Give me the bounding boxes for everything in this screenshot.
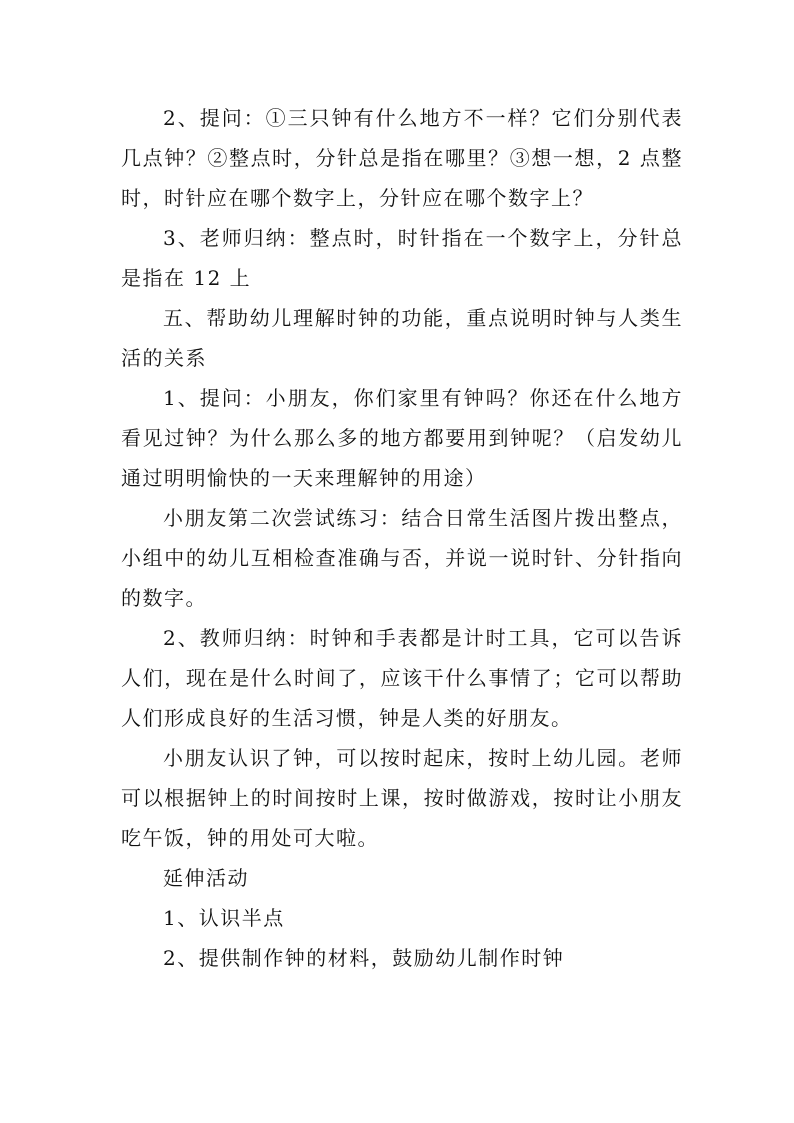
paragraph-teacher-summary-hour: 3、老师归纳：整点时，时针指在一个数字上，分针总是指在 12 上 — [121, 226, 683, 290]
section-heading-extension: 延伸活动 — [163, 866, 249, 890]
paragraph-teacher-summary-tools: 2、教师归纳：时钟和手表都是计时工具，它可以告诉人们，现在是什么时间了，应该干什么事情了；它可以帮助人们形成良好的生活习惯，钟是人类的好朋友。 — [121, 626, 683, 730]
paragraph-question-home-clock: 1、提问：小朋友，你们家里有钟吗？你还在什么地方看见过钟？为什么那么多的地方都要用到钟呢？（启发幼儿通过明明愉快的一天来理解钟的用途） — [121, 386, 683, 490]
paragraph-question-clocks: 2、提问：①三只钟有什么地方不一样？它们分别代表几点钟？②整点时，分针总是指在哪里？③想一想，2 点整时，时针应在哪个数字上，分针应在哪个数字上？ — [121, 106, 683, 210]
section-heading-clock-function: 五、帮助幼儿理解时钟的功能，重点说明时钟与人类生活的关系 — [121, 306, 683, 370]
list-item-make-clock: 2、提供制作钟的材料，鼓励幼儿制作时钟 — [163, 946, 565, 970]
list-item-half-hour: 1、认识半点 — [163, 906, 285, 930]
document-body — [121, 98, 683, 978]
paragraph-second-practice: 小朋友第二次尝试练习：结合日常生活图片拨出整点，小组中的幼儿互相检查准确与否，并说一说时针、分针指向的数字。 — [121, 506, 683, 610]
paragraph-clock-usefulness: 小朋友认识了钟，可以按时起床，按时上幼儿园。老师可以根据钟上的时间按时上课，按时做游戏，按时让小朋友吃午饭，钟的用处可大啦。 — [121, 746, 683, 850]
